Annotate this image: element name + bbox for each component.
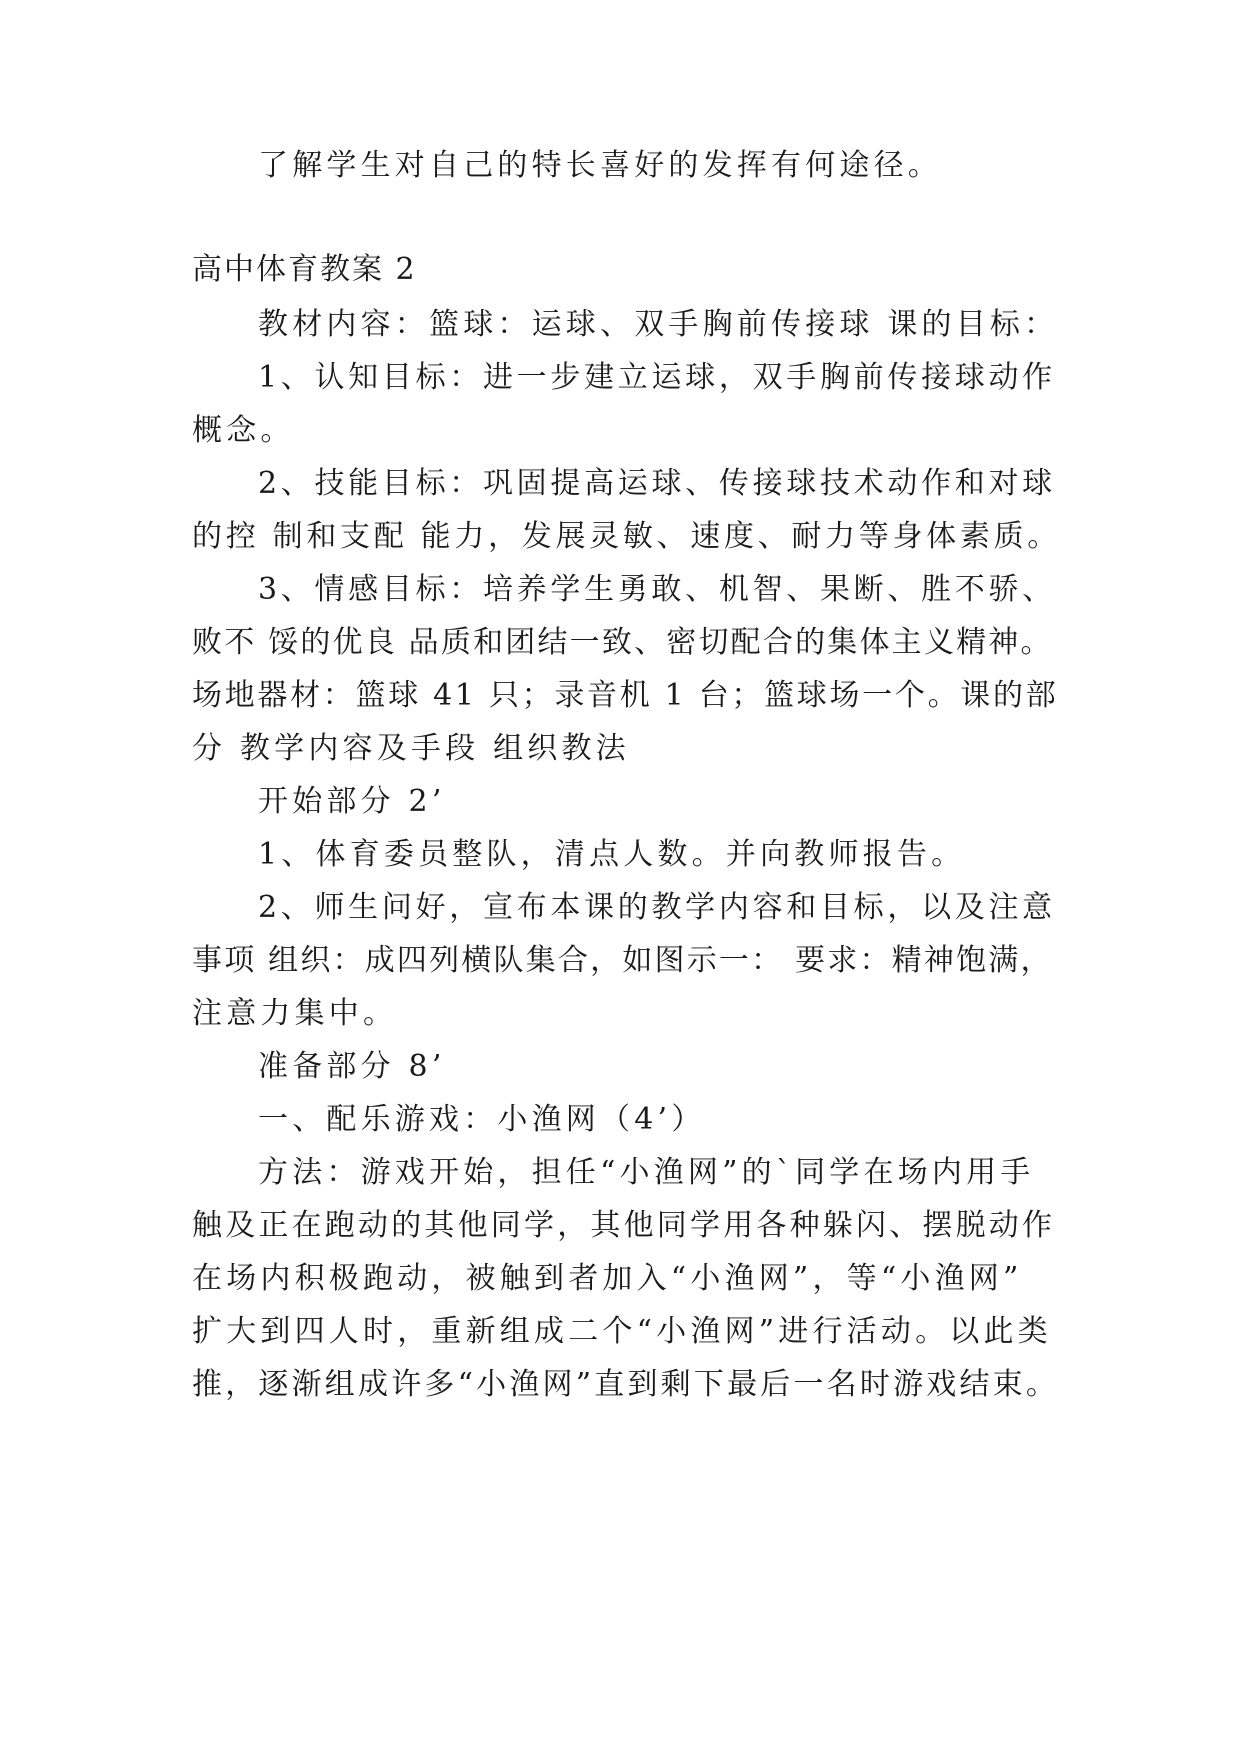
paragraph-line-17: 准备部分 8’	[258, 1049, 446, 1084]
paragraph-line-16: 注意力集中。	[192, 996, 398, 1031]
paragraph-line-18: 一、配乐游戏：小渔网（4’）	[258, 1102, 706, 1137]
paragraph-line-12: 开始部分 2’	[258, 784, 446, 819]
paragraph-line-20: 触及正在跑动的其他同学，其他同学用各种躲闪、摆脱动作	[192, 1208, 1056, 1243]
paragraph-line-22: 扩大到四人时，重新组成二个“小渔网”进行活动。以此类	[192, 1314, 1052, 1349]
paragraph-line-10: 场地器材：篮球 41 只；录音机 1 台；篮球场一个。课的部	[192, 678, 1059, 713]
paragraph-line-8: 3、情感目标：培养学生勇敢、机智、果断、胜不骄、	[258, 572, 1056, 607]
paragraph-line-6: 2、技能目标：巩固提高运球、传接球技术动作和对球	[258, 466, 1056, 501]
paragraph-line-15: 事项 组织：成四列横队集合，如图示一： 要求：精神饱满，	[192, 943, 1053, 978]
paragraph-line-19: 方法：游戏开始，担任“小渔网”的`同学在场内用手	[258, 1155, 1035, 1190]
paragraph-line-5: 概念。	[192, 413, 295, 448]
paragraph-line-11: 分 教学内容及手段 组织教法	[192, 731, 630, 766]
paragraph-line-7: 的控 制和支配 能力，发展灵敏、速度、耐力等身体素质。	[192, 519, 1061, 554]
paragraph-line-1: 了解学生对自己的特长喜好的发挥有何途径。	[258, 148, 942, 183]
section-heading: 高中体育教案 2	[192, 252, 417, 287]
paragraph-line-9: 败不 馁的优良 品质和团结一致、密切配合的集体主义精神。	[192, 625, 1053, 660]
paragraph-line-14: 2、师生问好，宣布本课的教学内容和目标，以及注意	[258, 890, 1056, 925]
paragraph-line-4: 1、认知目标：进一步建立运球，双手胸前传接球动作	[258, 360, 1056, 395]
paragraph-line-3: 教材内容：篮球：运球、双手胸前传接球 课的目标：	[258, 307, 1059, 342]
paragraph-line-23: 推，逐渐组成许多“小渔网”直到剩下最后一名时游戏结束。	[192, 1367, 1060, 1402]
paragraph-line-13: 1、体育委员整队，清点人数。并向教师报告。	[258, 837, 966, 872]
paragraph-line-21: 在场内积极跑动，被触到者加入“小渔网”，等“小渔网”	[192, 1261, 1023, 1296]
